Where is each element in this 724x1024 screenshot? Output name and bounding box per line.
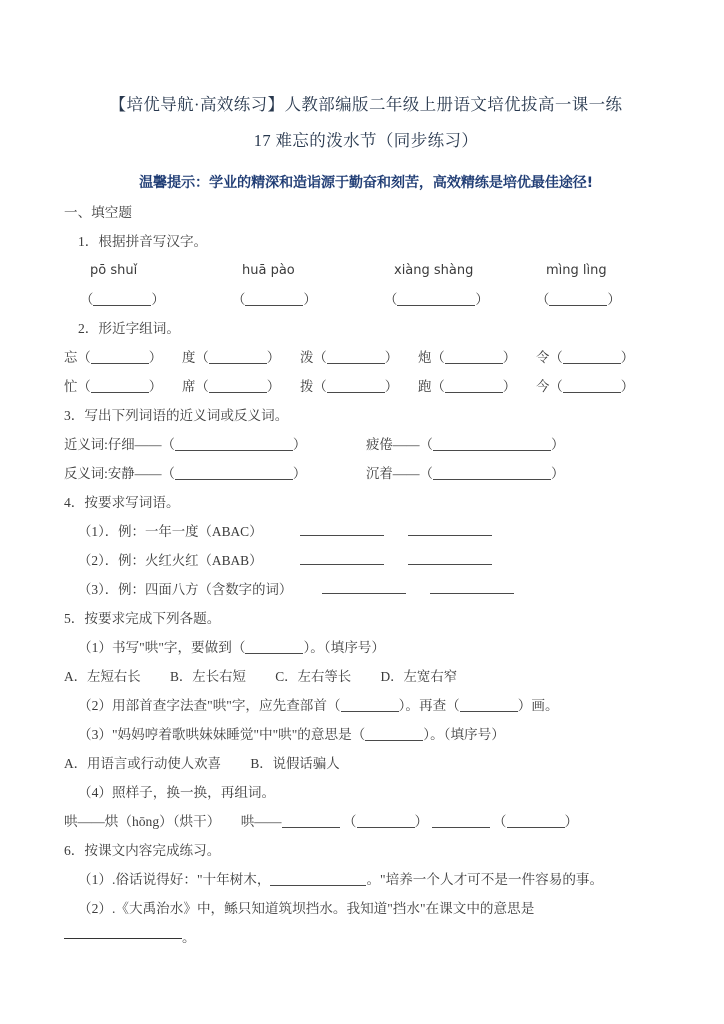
question-4-item-3 bbox=[64, 575, 668, 604]
answer-rule[interactable] bbox=[300, 564, 384, 565]
option-d[interactable]: D．左宽右窄 bbox=[380, 669, 458, 684]
document-title-line2: 17 难忘的泼水节（同步练习） bbox=[253, 131, 479, 150]
char-blank-item[interactable]: 忘（ ） bbox=[64, 350, 163, 365]
item-text-tail: 。 bbox=[182, 930, 196, 945]
synonym-prompt[interactable]: 近义词:仔细——（ ） bbox=[64, 437, 307, 452]
question-2-heading: 2．形近字组词。 bbox=[78, 321, 180, 336]
option-b[interactable]: B．说假话骗人 bbox=[250, 756, 340, 771]
question-4-item-1 bbox=[64, 517, 668, 546]
char-blank-item[interactable]: 席（ ） bbox=[182, 379, 281, 394]
answer-rule[interactable] bbox=[322, 593, 406, 594]
question-6-item-2-answer[interactable] bbox=[64, 923, 668, 952]
paren-open: （ bbox=[342, 814, 357, 829]
answer-rule[interactable] bbox=[408, 535, 492, 536]
sub-question-text: （3）"妈妈哼着歌哄妹妹睡觉"中"哄"的意思是（ bbox=[78, 727, 366, 742]
question-5-sub-4-answer-row[interactable] bbox=[64, 807, 668, 836]
item-text: （1）.俗话说得好："十年树木， bbox=[78, 872, 271, 887]
paren-close: ） bbox=[414, 814, 429, 829]
question-1-answer-row bbox=[64, 285, 668, 314]
question-2-row-2 bbox=[64, 372, 668, 401]
question-1-heading: 1．根据拼音写汉字。 bbox=[78, 234, 208, 249]
option-a[interactable]: A．用语言或行动使人欢喜 bbox=[64, 756, 221, 771]
answer-rule[interactable] bbox=[300, 535, 384, 536]
question-5-sub-1-options bbox=[64, 662, 668, 691]
question-4-heading: 4．按要求写词语。 bbox=[64, 495, 180, 510]
sub-question-tail: ）。（填序号） bbox=[303, 640, 385, 655]
answer-rule[interactable] bbox=[64, 938, 182, 939]
item-text-tail: 。"培养一个人才可不是一件容易的事。 bbox=[366, 872, 604, 887]
question-3-row-synonym bbox=[64, 430, 668, 459]
question-4-item-2 bbox=[64, 546, 668, 575]
sub-question-text: ）。再查（ bbox=[398, 698, 460, 713]
pinyin-item: pō shuǐ bbox=[90, 263, 138, 278]
char-blank-item[interactable]: 拨（ ） bbox=[300, 379, 399, 394]
question-5-sub-2[interactable] bbox=[64, 691, 668, 720]
paren-close: ） bbox=[564, 814, 579, 829]
char-blank-item[interactable]: 跑（ ） bbox=[418, 379, 517, 394]
sub-4-example: 哄——烘（hōng）（烘干） bbox=[64, 814, 221, 829]
synonym-prompt[interactable]: 疲倦——（ ） bbox=[366, 437, 565, 452]
option-c[interactable]: C．左右等长 bbox=[275, 669, 352, 684]
pinyin-item: mìng lìng bbox=[546, 263, 607, 278]
char-blank-item[interactable]: 炮（ ） bbox=[418, 350, 517, 365]
question-6-item-1[interactable] bbox=[64, 865, 668, 894]
question-5-sub-1[interactable] bbox=[64, 633, 668, 662]
question-5-sub-3[interactable] bbox=[64, 720, 668, 749]
question-6-item-2 bbox=[64, 894, 668, 923]
char-blank-item[interactable]: 令（ ） bbox=[536, 350, 635, 365]
example-label: （2）．例：火红火红（ABAB） bbox=[78, 553, 263, 568]
answer-blank[interactable]: （ ） bbox=[80, 292, 165, 307]
antonym-prompt[interactable]: 反义词:安静——（ ） bbox=[64, 466, 307, 481]
question-3-heading: 3．写出下列词语的近义词或反义词。 bbox=[64, 408, 289, 423]
question-3-row-antonym bbox=[64, 459, 668, 488]
sub-question-tail: ）。（填序号） bbox=[423, 727, 505, 742]
antonym-prompt[interactable]: 沉着——（ ） bbox=[366, 466, 565, 481]
document-title-line1: 【培优导航·高效练习】人教部编版二年级上册语文培优拔高一课一练 bbox=[109, 95, 623, 114]
answer-rule[interactable] bbox=[408, 564, 492, 565]
char-blank-item[interactable]: 今（ ） bbox=[536, 379, 635, 394]
answer-blank[interactable]: （ ） bbox=[232, 292, 317, 307]
answer-blank[interactable]: （ ） bbox=[536, 292, 621, 307]
item-text: （2）.《大禹治水》中，鲧只知道筑坝挡水。我知道"挡水"在课文中的意思是 bbox=[78, 901, 535, 916]
question-2-row-1 bbox=[64, 343, 668, 372]
example-label: （1）．例：一年一度（ABAC） bbox=[78, 524, 263, 539]
question-5-sub-3-options bbox=[64, 749, 668, 778]
pinyin-item: huā pào bbox=[242, 263, 295, 278]
option-b[interactable]: B．左长右短 bbox=[169, 669, 246, 684]
sub-question-text: （1）书写"哄"字，要做到（ bbox=[78, 640, 246, 655]
question-6-heading: 6．按课文内容完成练习。 bbox=[64, 843, 221, 858]
sub-question-tail: ）画。 bbox=[517, 698, 559, 713]
sub-question-text: （4）照样子，换一换，再组词。 bbox=[78, 785, 276, 800]
example-label: （3）．例：四面八方（含数字的词） bbox=[78, 582, 293, 597]
answer-rule[interactable] bbox=[430, 593, 514, 594]
answer-blank[interactable]: （ ） bbox=[384, 292, 489, 307]
question-5-sub-4 bbox=[64, 778, 668, 807]
sub-question-text: （2）用部首查字法查"哄"字，应先查部首（ bbox=[78, 698, 341, 713]
question-5-heading: 5．按要求完成下列各题。 bbox=[64, 611, 221, 626]
tip-banner: 温馨提示：学业的精深和造诣源于勤奋和刻苦，高效精练是培优最佳途径! bbox=[139, 175, 593, 191]
sub-4-blank-lead: 哄—— bbox=[240, 814, 282, 829]
pinyin-item: xiàng shàng bbox=[394, 263, 474, 278]
char-blank-item[interactable]: 忙（ ） bbox=[64, 379, 163, 394]
question-1-pinyin-row bbox=[64, 256, 668, 285]
char-blank-item[interactable]: 泼（ ） bbox=[300, 350, 399, 365]
option-a[interactable]: A．左短右长 bbox=[64, 669, 141, 684]
section-heading-fill-in-blank: 一、填空题 bbox=[64, 205, 132, 220]
char-blank-item[interactable]: 度（ ） bbox=[182, 350, 281, 365]
paren-open: （ bbox=[492, 814, 507, 829]
